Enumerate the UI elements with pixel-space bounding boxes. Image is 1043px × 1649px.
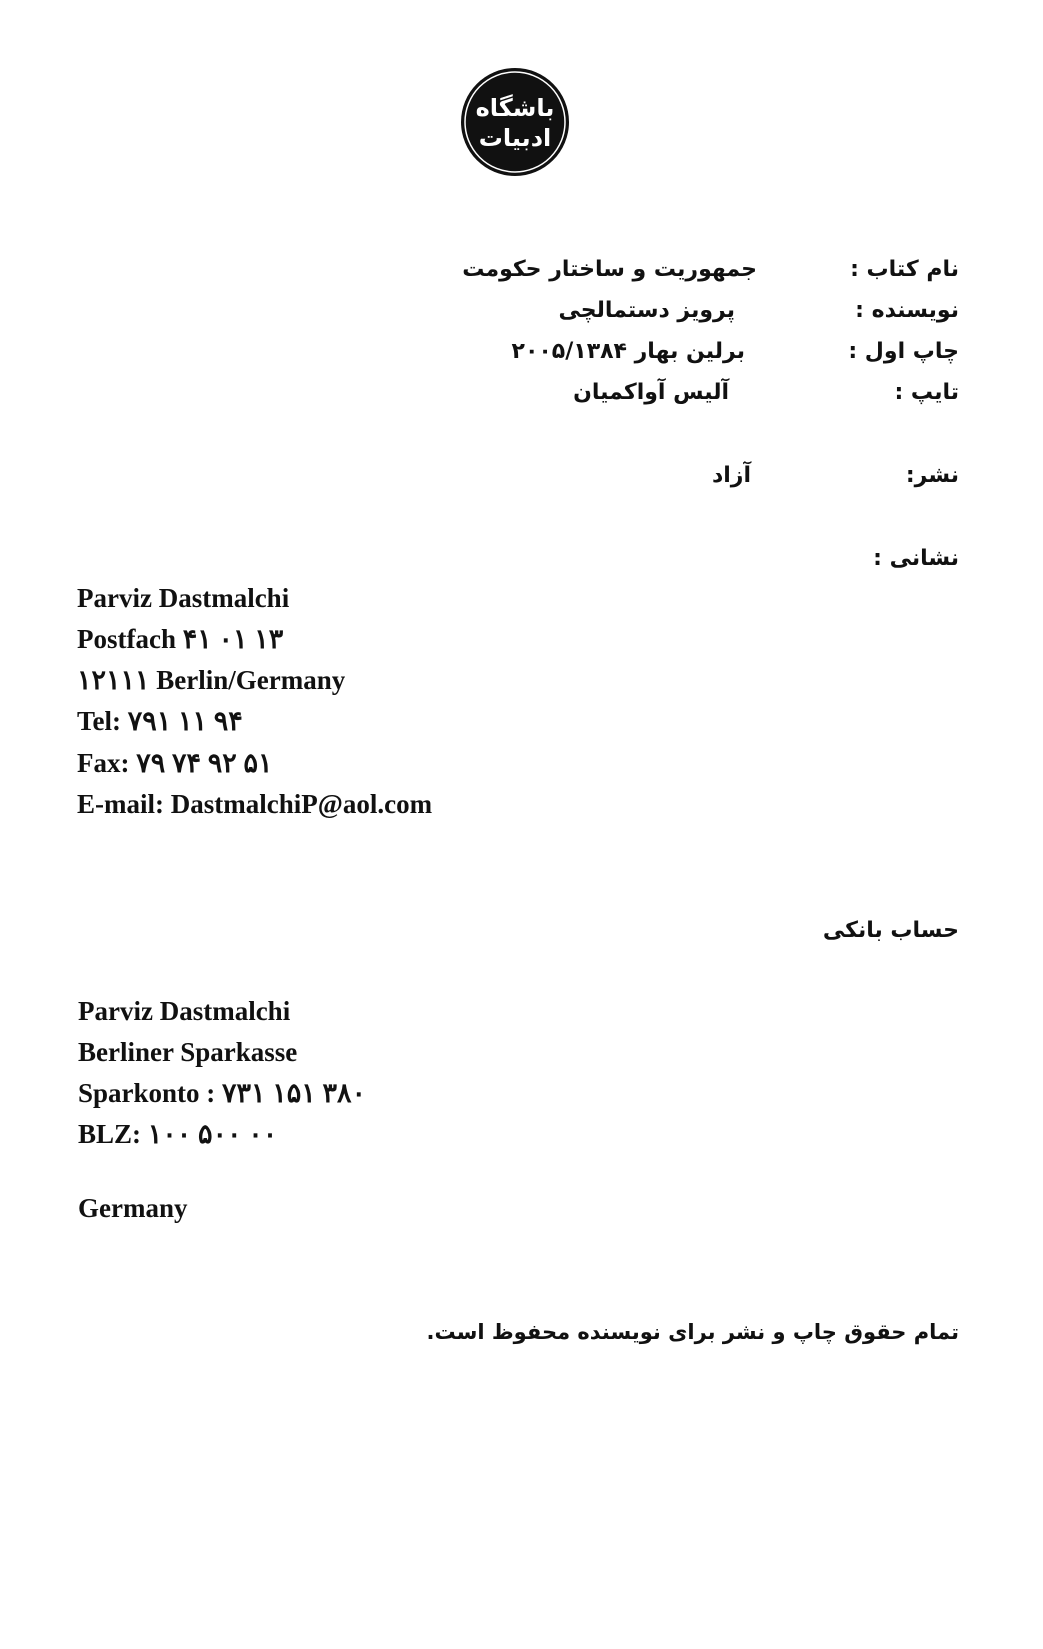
logo-line-2: ادبیات — [478, 124, 552, 152]
book-title-value: جمهوریت و ساختار حکومت — [462, 257, 757, 282]
copyright-notice: تمام حقوق چاپ و نشر برای نویسنده محفوظ است. — [426, 1320, 959, 1344]
publisher-value: آزاد — [711, 463, 751, 488]
address-postfach: Postfach ۴۱ ۰۱ ۱۳ — [77, 624, 284, 654]
address-email: E-mail: DastmalchiP@aol.com — [77, 789, 433, 819]
address-label: نشانی : — [873, 546, 959, 571]
address-name: Parviz Dastmalchi — [77, 583, 290, 613]
book-title-label: نام کتاب : — [850, 257, 959, 282]
address-fax: Fax: ۷۹ ۷۴ ۹۲ ۵۱ — [77, 748, 273, 778]
author-value: پرویز دستمالچی — [558, 298, 735, 323]
logo-line-1: باشگاه — [475, 94, 555, 122]
bank-account-number: Sparkonto : ۷۳۱ ۱۵۱ ۳۸۰ — [78, 1078, 367, 1108]
author-label: نویسنده : — [855, 298, 959, 323]
bank-country: Germany — [78, 1193, 188, 1223]
publisher-label: نشر: — [905, 463, 959, 488]
bank-account-heading: حساب بانکی — [822, 918, 959, 943]
address-tel: Tel: ۷۹۱ ۱۱ ۹۴ — [77, 706, 243, 736]
typist-label: تایپ : — [894, 380, 959, 405]
address-city: ۱۲۱۱۱ Berlin/Germany — [77, 665, 346, 695]
club-logo — [459, 66, 571, 178]
bank-name: Berliner Sparkasse — [78, 1037, 298, 1067]
bank-blz: BLZ: ۱۰۰ ۵۰۰ ۰۰ — [78, 1119, 278, 1149]
edition-label: چاپ اول : — [848, 339, 959, 364]
typist-value: آلیس آواکمیان — [573, 380, 729, 405]
bank-account-name: Parviz Dastmalchi — [78, 996, 291, 1026]
edition-value: برلین بهار ۲۰۰۵/۱۳۸۴ — [511, 339, 745, 364]
